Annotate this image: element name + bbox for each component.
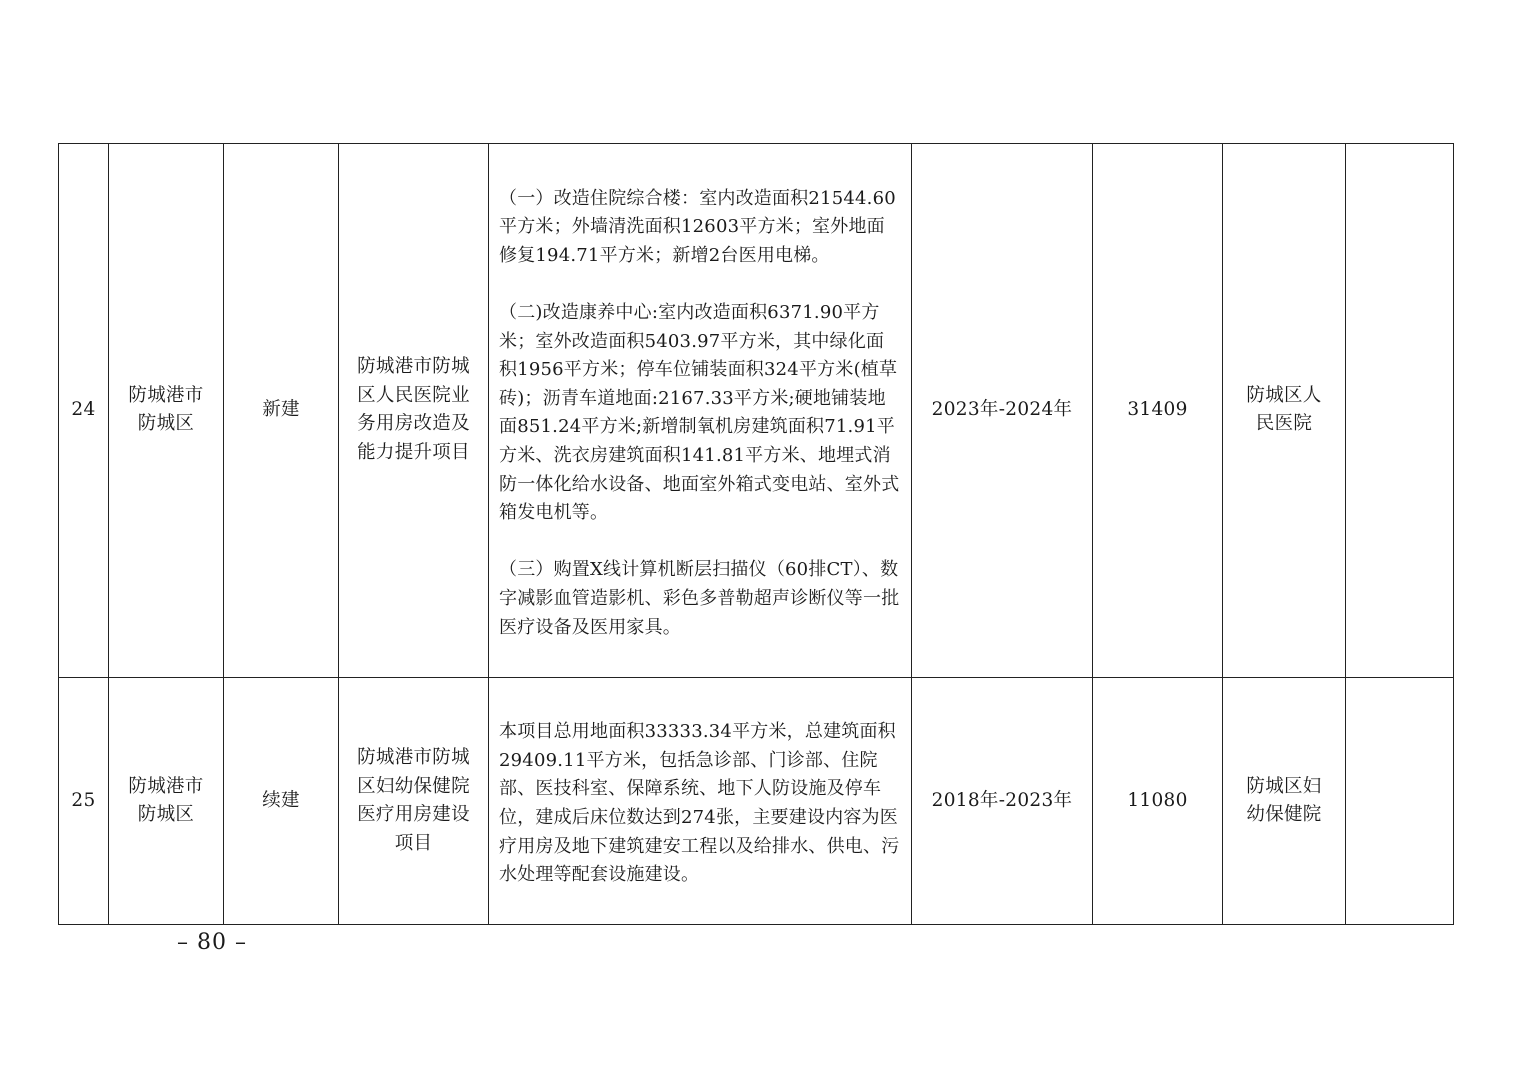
responsible-unit-cell: 防城区人 民医院 — [1223, 144, 1346, 678]
location-cell: 防城港市 防城区 — [109, 144, 224, 678]
project-name-cell: 防城港市防城 区妇幼保健院 医疗用房建设 项目 — [339, 677, 489, 925]
construction-content-cell — [489, 677, 912, 925]
table-row — [59, 677, 1454, 925]
construction-type-cell: 新建 — [224, 144, 339, 678]
content-paragraph: （三）购置X线计算机断层扫描仪（60排CT）、数字减影血管造影机、彩色多普勒超声诊断仪等一批医疗设备及医用家具。 — [499, 559, 900, 638]
row-number: 24 — [59, 144, 109, 678]
project-table — [58, 143, 1454, 925]
row-number: 25 — [59, 677, 109, 925]
content-paragraph: （二)改造康养中心:室内改造面积6371.90平方米；室外改造面积5403.97平方米，其中绿化面积1956平方米；停车位铺装面积324平方米(植草砖)；沥青车道地面:2167.33平方米;硬地铺装地面851.24平方米;新增制氧机房建筑面积71.91平方米、洗衣房建筑面积141.81平方米、地埋式消防一体化给水设备、地面室外箱式变电站、室外式箱发电机等。 — [499, 301, 900, 524]
page-number: – 80 – — [177, 930, 247, 955]
project-name-cell: 防城港市防城 区人民医院业 务用房改造及 能力提升项目 — [339, 144, 489, 678]
investment-cell: 31409 — [1093, 144, 1223, 678]
content-paragraph: 本项目总用地面积33333.34平方米，总建筑面积29409.11平方米，包括急诊部、门诊部、住院部、医技科室、保障系统、地下人防设施及停车位，建成后床位数达到274张，主要建设内容为医疗用房及地下建筑建安工程以及给排水、供电、污水处理等配套设施建设。 — [499, 721, 900, 886]
remark-cell — [1346, 677, 1454, 925]
construction-period-cell: 2018年-2023年 — [912, 677, 1093, 925]
content-paragraph: （一）改造住院综合楼：室内改造面积21544.60平方米；外墙清洗面积12603平方米；室外地面修复194.71平方米；新增2台医用电梯。 — [499, 187, 896, 266]
responsible-unit-cell: 防城区妇 幼保健院 — [1223, 677, 1346, 925]
construction-content-cell — [489, 144, 912, 678]
remark-cell — [1346, 144, 1454, 678]
table-row — [59, 144, 1454, 678]
investment-cell: 11080 — [1093, 677, 1223, 925]
construction-type-cell: 续建 — [224, 677, 339, 925]
location-cell: 防城港市 防城区 — [109, 677, 224, 925]
construction-period-cell: 2023年-2024年 — [912, 144, 1093, 678]
